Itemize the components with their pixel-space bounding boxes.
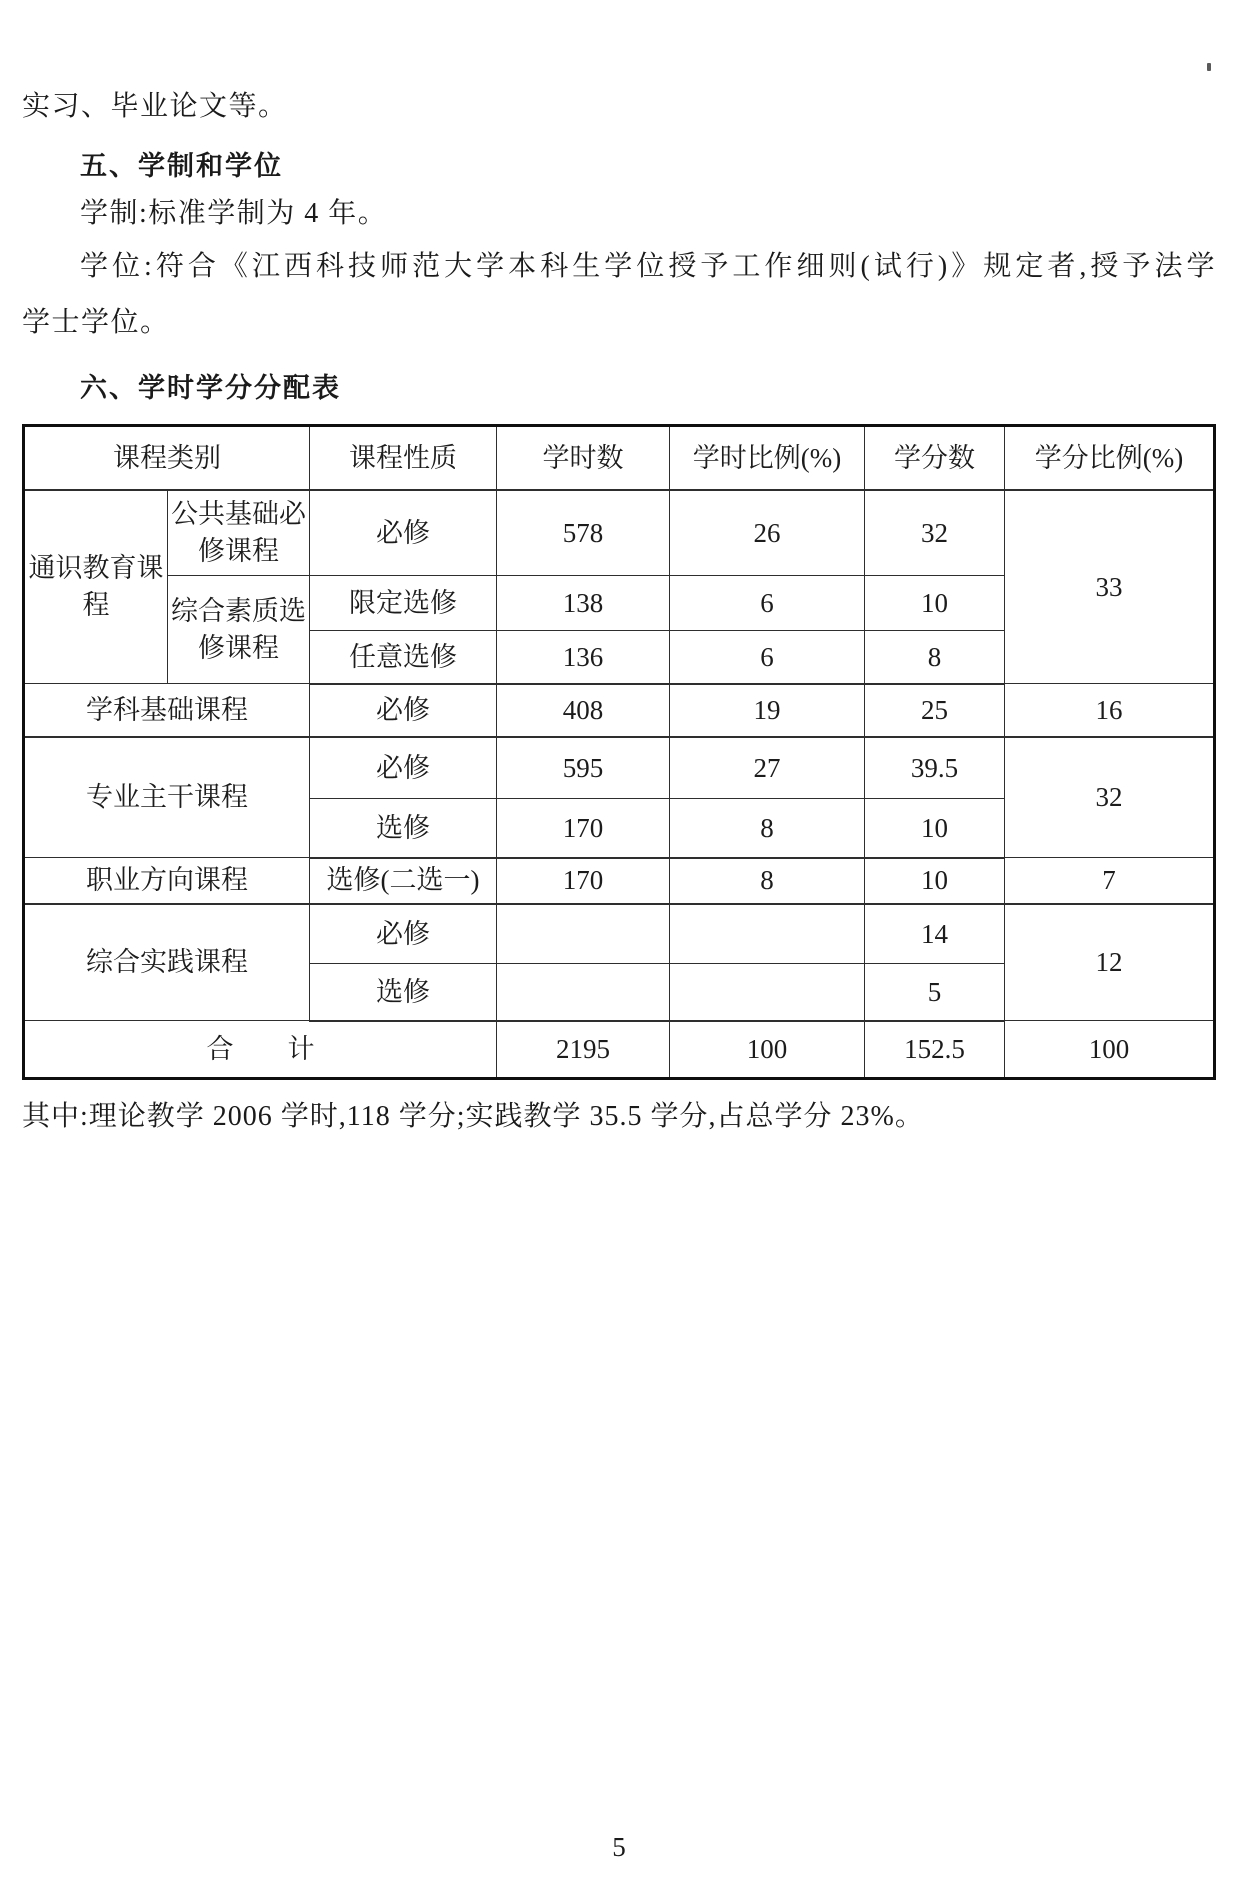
cell-hours: 408 [497, 684, 670, 737]
cell-credits: 14 [865, 904, 1005, 964]
cell-nature: 任意选修 [310, 631, 497, 684]
table-row [24, 684, 1215, 737]
cell-credits: 10 [865, 799, 1005, 858]
duration-line: 学制:标准学制为 4 年。 [80, 198, 388, 229]
cell-credits-pct: 32 [1005, 737, 1215, 858]
cell-credits: 10 [865, 858, 1005, 904]
cell-category: 职业方向课程 [24, 858, 310, 904]
cell-credits-pct: 33 [1005, 490, 1215, 684]
cell-category: 综合实践课程 [24, 904, 310, 1021]
cell-nature: 必修 [310, 684, 497, 737]
cell-nature: 必修 [310, 904, 497, 964]
header-hours: 学时数 [497, 426, 670, 490]
table-note: 其中:理论教学 2006 学时,118 学分;实践教学 35.5 学分,占总学分 23%。 [22, 1101, 924, 1132]
header-hours-pct: 学时比例(%) [670, 426, 865, 490]
cell-credits: 25 [865, 684, 1005, 737]
table-row [24, 737, 1215, 799]
cell-nature: 必修 [310, 737, 497, 799]
cell-category: 学科基础课程 [24, 684, 310, 737]
cell-hours-pct [670, 904, 865, 964]
cell-hours: 136 [497, 631, 670, 684]
section-5-heading: 五、学制和学位 [80, 151, 283, 181]
cell-subcategory: 综合素质选修课程 [168, 576, 310, 684]
table-row [24, 904, 1215, 964]
header-credits: 学分数 [865, 426, 1005, 490]
table-total-row [24, 1021, 1215, 1079]
cell-hours-pct [670, 964, 865, 1021]
header-credits-pct: 学分比例(%) [1005, 426, 1215, 490]
cell-credits-pct: 100 [1005, 1021, 1215, 1079]
cell-hours-pct: 19 [670, 684, 865, 737]
cell-hours-pct: 26 [670, 490, 865, 576]
cell-hours: 595 [497, 737, 670, 799]
cell-hours-pct: 8 [670, 799, 865, 858]
credit-distribution-table [22, 424, 1216, 1080]
cell-hours: 138 [497, 576, 670, 631]
cell-nature: 选修 [310, 964, 497, 1021]
cell-total-label: 合 计 [24, 1021, 497, 1079]
cell-hours-pct: 6 [670, 631, 865, 684]
cell-credits-pct: 12 [1005, 904, 1215, 1021]
cell-nature: 必修 [310, 490, 497, 576]
cell-subcategory: 公共基础必修课程 [168, 490, 310, 576]
cell-credits-pct: 16 [1005, 684, 1215, 737]
cell-nature: 选修(二选一) [310, 858, 497, 904]
cell-hours-pct: 27 [670, 737, 865, 799]
cell-category: 通识教育课程 [24, 490, 168, 684]
cell-hours: 578 [497, 490, 670, 576]
table-row [24, 858, 1215, 904]
cell-category: 专业主干课程 [24, 737, 310, 858]
cell-hours: 2195 [497, 1021, 670, 1079]
cell-credits: 152.5 [865, 1021, 1005, 1079]
degree-line-1: 学位:符合《江西科技师范大学本科生学位授予工作细则(试行)》规定者,授予法学 [80, 251, 1216, 282]
header-course-category: 课程类别 [24, 426, 310, 490]
cell-hours: 170 [497, 858, 670, 904]
cell-hours-pct: 100 [670, 1021, 865, 1079]
cell-nature: 限定选修 [310, 576, 497, 631]
cell-hours-pct: 6 [670, 576, 865, 631]
cell-hours [497, 964, 670, 1021]
section-6-heading: 六、学时学分分配表 [80, 373, 341, 403]
cell-credits: 10 [865, 576, 1005, 631]
intro-paragraph: 实习、毕业论文等。 [22, 91, 288, 122]
cell-hours-pct: 8 [670, 858, 865, 904]
cell-hours [497, 904, 670, 964]
cell-credits-pct: 7 [1005, 858, 1215, 904]
cell-credits: 39.5 [865, 737, 1005, 799]
table-row [24, 490, 1215, 576]
page-number: 5 [612, 1832, 626, 1862]
table-header-row [24, 426, 1215, 490]
header-course-nature: 课程性质 [310, 426, 497, 490]
cell-credits: 8 [865, 631, 1005, 684]
cell-credits: 32 [865, 490, 1005, 576]
cell-credits: 5 [865, 964, 1005, 1021]
page-speck [1207, 63, 1211, 71]
cell-nature: 选修 [310, 799, 497, 858]
cell-hours: 170 [497, 799, 670, 858]
degree-line-2: 学士学位。 [22, 307, 170, 338]
